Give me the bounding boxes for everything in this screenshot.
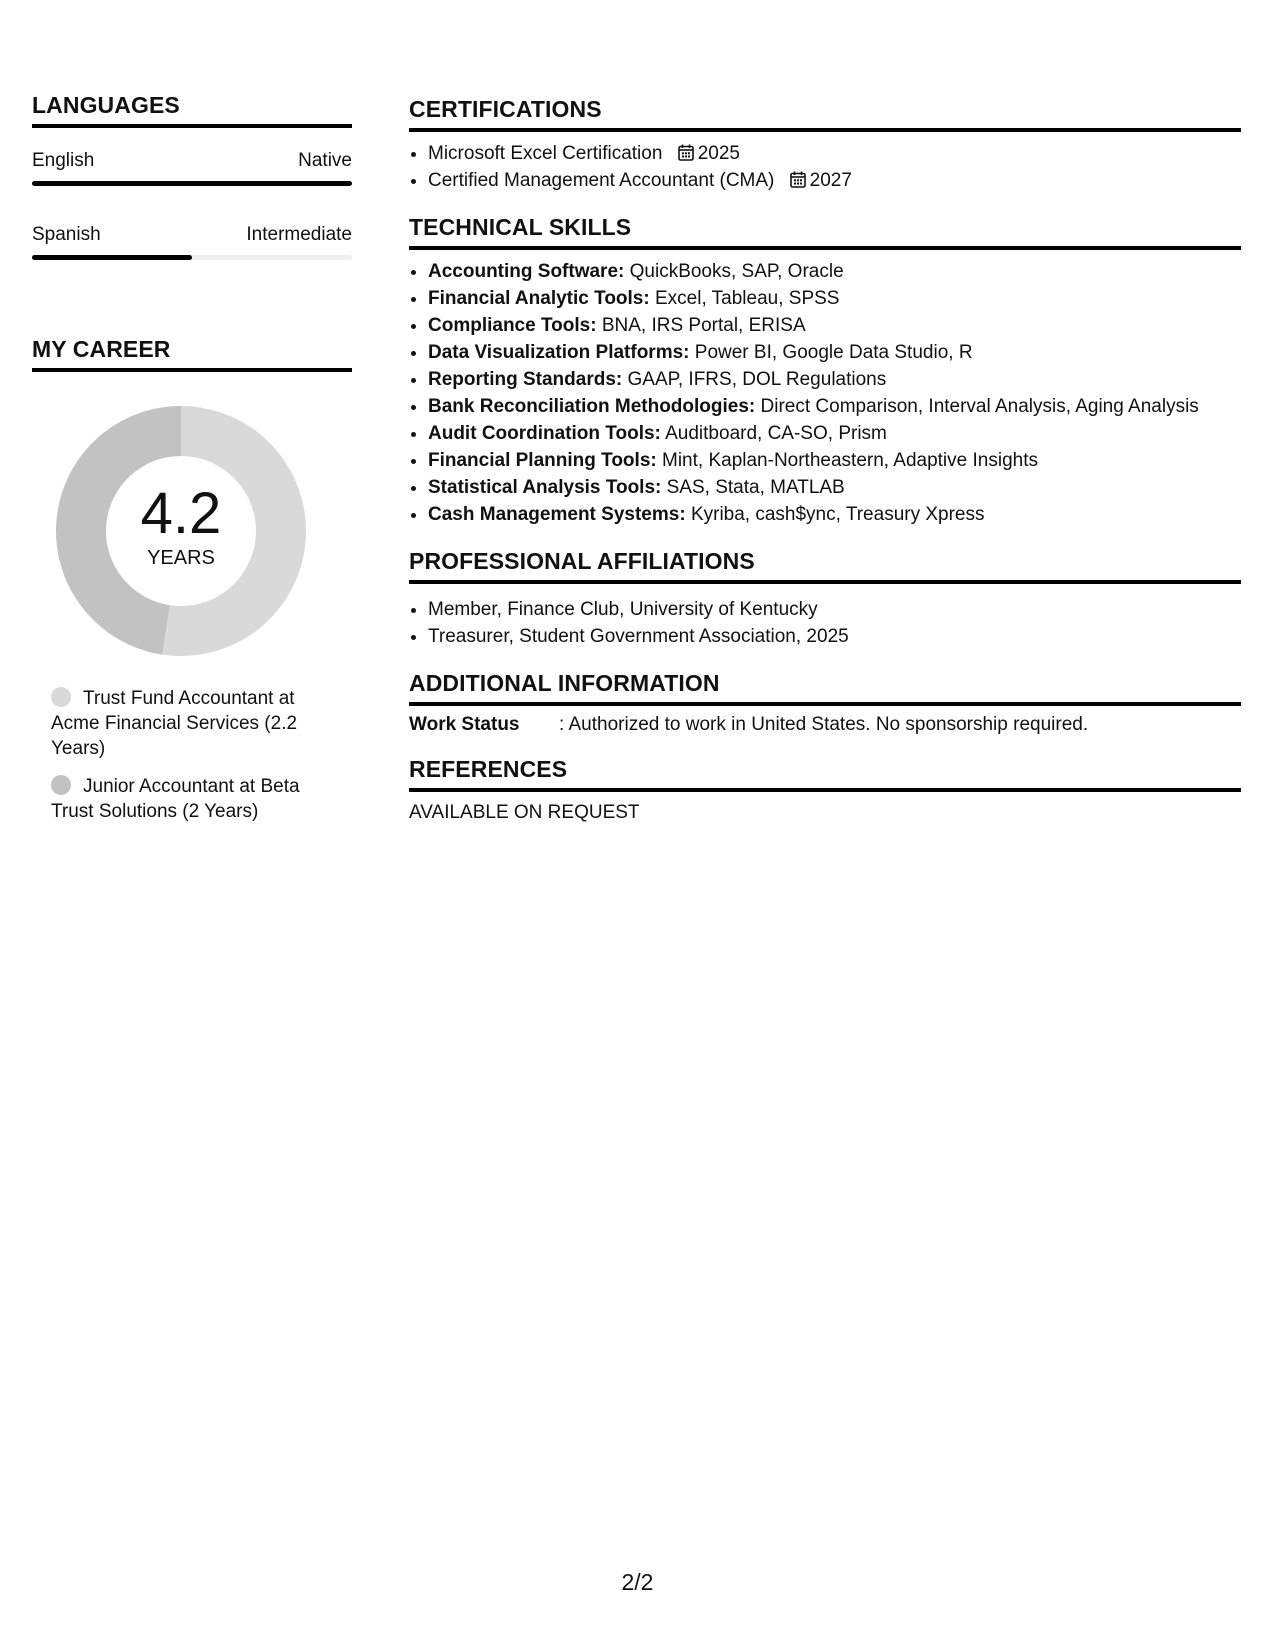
skill-value: Excel, Tableau, SPSS bbox=[654, 288, 840, 309]
references-heading: REFERENCES bbox=[409, 756, 1241, 792]
skill-value: Direct Comparison, Interval Analysis, Aging Analysis bbox=[760, 396, 1199, 417]
skill-item bbox=[428, 339, 1241, 366]
affiliations-section bbox=[409, 548, 1241, 650]
skill-item bbox=[428, 501, 1241, 528]
certification-item bbox=[428, 140, 1241, 167]
language-level: Intermediate bbox=[246, 224, 352, 245]
affiliation-item: • Treasurer, Student Government Association, 2025 bbox=[428, 623, 1241, 650]
skill-label: Audit Coordination Tools: bbox=[428, 423, 661, 444]
skill-item bbox=[428, 447, 1241, 474]
certifications-heading: CERTIFICATIONS bbox=[409, 96, 1241, 132]
additional-info-section bbox=[409, 670, 1241, 736]
left-column bbox=[32, 92, 352, 837]
certification-date bbox=[678, 143, 740, 164]
career-donut-chart bbox=[56, 406, 306, 656]
skill-value: GAAP, IFRS, DOL Regulations bbox=[627, 369, 887, 390]
career-legend-item bbox=[51, 774, 321, 824]
skill-label: Bank Reconciliation Methodologies: bbox=[428, 396, 756, 417]
certification-name: Certified Management Accountant (CMA) bbox=[428, 170, 775, 191]
skill-label: Compliance Tools: bbox=[428, 315, 597, 336]
skill-item bbox=[428, 258, 1241, 285]
certification-year: 2027 bbox=[809, 170, 852, 191]
page-number: 2/2 bbox=[621, 1569, 654, 1595]
calendar-icon bbox=[790, 171, 806, 188]
technical-skills-list bbox=[409, 258, 1241, 528]
legend-dot-icon bbox=[51, 687, 71, 707]
references-section bbox=[409, 756, 1241, 824]
skill-label: Data Visualization Platforms: bbox=[428, 342, 690, 363]
legend-dot-icon bbox=[51, 775, 71, 795]
language-item bbox=[32, 150, 352, 186]
language-proficiency-fill bbox=[32, 181, 352, 186]
skill-item bbox=[428, 312, 1241, 339]
certification-year: 2025 bbox=[697, 143, 740, 164]
languages-heading: LANGUAGES bbox=[32, 92, 352, 128]
certifications-list bbox=[409, 140, 1241, 194]
language-name: English bbox=[32, 150, 95, 171]
skill-value: BNA, IRS Portal, ERISA bbox=[601, 315, 806, 336]
work-status-label: Work Status bbox=[409, 714, 520, 735]
affiliation-item: • Member, Finance Club, University of Kentucky bbox=[428, 596, 1241, 623]
skill-value: Auditboard, CA-SO, Prism bbox=[665, 423, 887, 444]
skill-label: Accounting Software: bbox=[428, 261, 625, 282]
language-proficiency-fill bbox=[32, 255, 192, 260]
affiliations-list bbox=[409, 596, 1241, 650]
skill-label: Cash Management Systems: bbox=[428, 504, 686, 525]
career-heading: MY CAREER bbox=[32, 336, 352, 372]
career-legend bbox=[51, 686, 321, 824]
work-status-row bbox=[409, 714, 1241, 736]
calendar-icon bbox=[678, 144, 694, 161]
additional-info-heading: ADDITIONAL INFORMATION bbox=[409, 670, 1241, 706]
certifications-section bbox=[409, 96, 1241, 194]
certification-item bbox=[428, 167, 1241, 194]
skill-value: QuickBooks, SAP, Oracle bbox=[629, 261, 844, 282]
donut-center bbox=[56, 406, 306, 656]
language-proficiency-bar bbox=[32, 255, 352, 260]
skill-value: Mint, Kaplan-Northeastern, Adaptive Insights bbox=[662, 450, 1038, 471]
career-total-unit: YEARS bbox=[147, 546, 215, 569]
skill-label: Financial Analytic Tools: bbox=[428, 288, 650, 309]
skill-item bbox=[428, 366, 1241, 393]
career-legend-item bbox=[51, 686, 321, 761]
skill-item bbox=[428, 393, 1241, 420]
technical-skills-section bbox=[409, 214, 1241, 528]
language-item bbox=[32, 224, 352, 260]
certification-name: Microsoft Excel Certification bbox=[428, 143, 663, 164]
references-text: AVAILABLE ON REQUEST bbox=[409, 802, 640, 823]
skill-item bbox=[428, 420, 1241, 447]
career-total-years: 4.2 bbox=[140, 480, 222, 546]
technical-skills-heading: TECHNICAL SKILLS bbox=[409, 214, 1241, 250]
right-column bbox=[409, 96, 1241, 824]
skill-label: Financial Planning Tools: bbox=[428, 450, 657, 471]
skill-value: Power BI, Google Data Studio, R bbox=[694, 342, 973, 363]
skill-value: Kyriba, cash$ync, Treasury Xpress bbox=[690, 504, 985, 525]
language-name: Spanish bbox=[32, 224, 101, 245]
career-role-label: Trust Fund Accountant at Acme Financial Services (2.2 Years) bbox=[51, 688, 298, 759]
skill-item bbox=[428, 285, 1241, 312]
language-level: Native bbox=[298, 150, 352, 171]
skill-label: Statistical Analysis Tools: bbox=[428, 477, 662, 498]
language-proficiency-bar bbox=[32, 181, 352, 186]
skill-value: SAS, Stata, MATLAB bbox=[666, 477, 845, 498]
work-status-value: : Authorized to work in United States. No sponsorship required. bbox=[559, 714, 1089, 735]
skill-item bbox=[428, 474, 1241, 501]
certification-date bbox=[790, 170, 852, 191]
career-role-label: Junior Accountant at Beta Trust Solutions (2 Years) bbox=[51, 776, 300, 822]
affiliations-heading: PROFESSIONAL AFFILIATIONS bbox=[409, 548, 1241, 584]
skill-label: Reporting Standards: bbox=[428, 369, 623, 390]
